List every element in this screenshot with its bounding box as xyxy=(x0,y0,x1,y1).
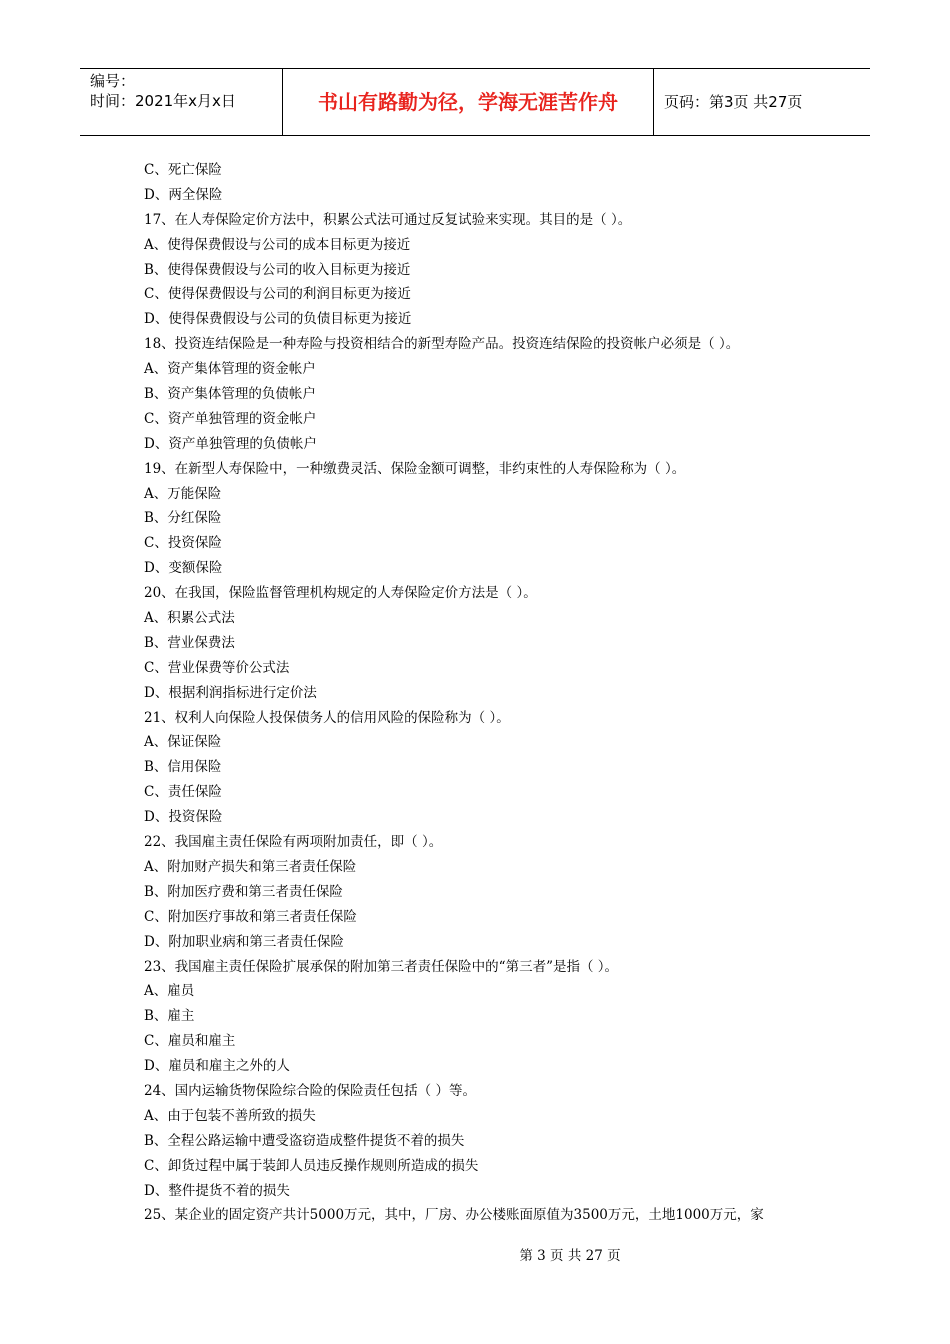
page-header xyxy=(80,68,870,136)
text-line: 22、我国雇主责任保险有两项附加责任，即（ ）。 xyxy=(144,834,443,851)
question-content xyxy=(144,158,824,1228)
text-line: 21、权利人向保险人投保债务人的信用风险的保险称为（ ）。 xyxy=(144,709,510,726)
text-line: B、营业保费法 xyxy=(144,634,235,651)
text-line: D、整件提货不着的损失 xyxy=(144,1182,290,1199)
text-line: C、附加医疗事故和第三者责任保险 xyxy=(144,908,357,925)
header-page-info: 页码：第3页 共27页 xyxy=(664,93,803,111)
text-line: C、使得保费假设与公司的利润目标更为接近 xyxy=(144,286,411,303)
text-line: 18、投资连结保险是一种寿险与投资相结合的新型寿险产品。投资连结保险的投资帐户必须是（ ）。 xyxy=(144,336,740,353)
text-line: D、使得保费假设与公司的负债目标更为接近 xyxy=(144,311,412,328)
document-time-label: 时间：2021年x月x日 xyxy=(90,92,236,110)
text-line: A、万能保险 xyxy=(144,485,222,502)
text-line: 17、在人寿保险定价方法中，积累公式法可通过反复试验来实现。其目的是（ ）。 xyxy=(144,211,632,228)
text-line: 25、某企业的固定资产共计5000万元，其中，厂房、办公楼账面原值为3500万元，土地1000万元，家 xyxy=(144,1207,764,1224)
text-line: A、雇员 xyxy=(144,983,195,1000)
text-line: A、保证保险 xyxy=(144,734,222,751)
text-line: B、分红保险 xyxy=(144,510,222,527)
text-line: 19、在新型人寿保险中，一种缴费灵活、保险金额可调整，非约束性的人寿保险称为（ ）。 xyxy=(144,460,686,477)
text-line: A、使得保费假设与公司的成本目标更为接近 xyxy=(144,236,411,253)
text-line: D、雇员和雇主之外的人 xyxy=(144,1058,290,1075)
text-line: B、雇主 xyxy=(144,1008,195,1025)
text-line: B、使得保费假设与公司的收入目标更为接近 xyxy=(144,261,411,278)
text-line: D、两全保险 xyxy=(144,186,223,203)
text-line: B、信用保险 xyxy=(144,759,222,776)
text-line: C、雇员和雇主 xyxy=(144,1033,236,1050)
text-line: A、由于包装不善所致的损失 xyxy=(144,1107,316,1124)
text-line: 20、在我国，保险监督管理机构规定的人寿保险定价方法是（ ）。 xyxy=(144,585,537,602)
text-line: B、附加医疗费和第三者责任保险 xyxy=(144,883,343,900)
text-line: D、附加职业病和第三者责任保险 xyxy=(144,933,344,950)
text-line: C、资产单独管理的资金帐户 xyxy=(144,410,317,427)
text-line: D、投资保险 xyxy=(144,809,223,826)
text-line: C、投资保险 xyxy=(144,535,222,552)
text-line: A、附加财产损失和第三者责任保险 xyxy=(144,858,357,875)
header-meta xyxy=(80,69,282,135)
text-line: B、资产集体管理的负债帐户 xyxy=(144,386,316,403)
text-line: D、资产单独管理的负债帐户 xyxy=(144,435,317,452)
text-line: D、根据利润指标进行定价法 xyxy=(144,684,317,701)
text-line: 23、我国雇主责任保险扩展承保的附加第三者责任保险中的“第三者”是指（ ）。 xyxy=(144,958,619,975)
text-line: C、营业保费等价公式法 xyxy=(144,659,290,676)
text-line: A、积累公式法 xyxy=(144,610,235,627)
text-line: A、资产集体管理的资金帐户 xyxy=(144,361,316,378)
text-line: 24、国内运输货物保险综合险的保险责任包括（ ）等。 xyxy=(144,1082,476,1099)
text-line: C、卸货过程中属于装卸人员违反操作规则所造成的损失 xyxy=(144,1157,479,1174)
page-footer: 第 3 页 共 27 页 xyxy=(519,1248,621,1264)
text-line: C、死亡保险 xyxy=(144,162,222,178)
text-line: D、变额保险 xyxy=(144,560,223,577)
text-line: C、责任保险 xyxy=(144,784,222,801)
text-line: B、全程公路运输中遭受盗窃造成整件提货不着的损失 xyxy=(144,1132,465,1149)
header-motto: 书山有路勤为径，学海无涯苦作舟 xyxy=(282,69,654,135)
document-number-label: 编号： xyxy=(90,72,136,90)
